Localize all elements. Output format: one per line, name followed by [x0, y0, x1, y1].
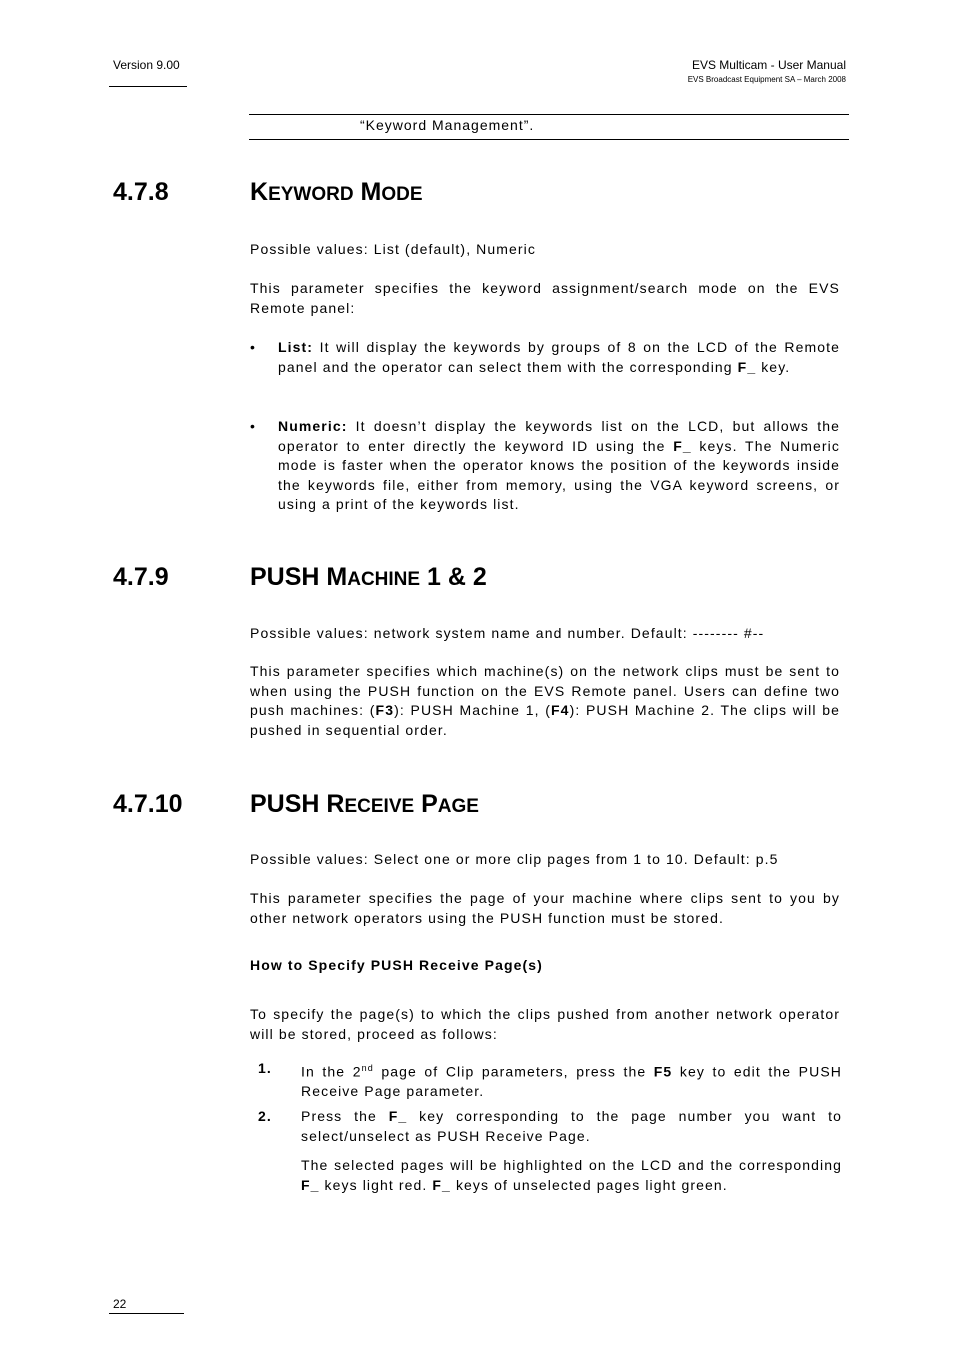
list-label: List:	[278, 339, 314, 355]
bullet-icon: •	[250, 418, 257, 434]
step-2: 2. Press the F_ key corresponding to the page number you want to select/unselect as PUSH Receive Page. The selected pages will be highlighted on the LCD and the corresponding F_ keys light red. F_ keys of unselected pages light green.	[258, 1107, 842, 1195]
section-number-479: 4.7.9	[113, 563, 169, 591]
page-number: 22	[113, 1297, 127, 1311]
keyword-mode-possible-values: Possible values: List (default), Numeric	[250, 241, 536, 257]
keyword-mode-description: This parameter specifies the keyword assignment/search mode on the EVS Remote panel:	[250, 280, 840, 316]
section-number-478: 4.7.8	[113, 178, 169, 206]
step-number: 1.	[258, 1060, 272, 1076]
section-title-push-receive-page: PUSH RECEIVE PAGE	[250, 790, 479, 818]
section-title-push-machine: PUSH MACHINE 1 & 2	[250, 563, 487, 591]
bullet-numeric-option: • Numeric: It doesn’t display the keywords list on the LCD, but allows the operator to enter directly the keyword ID using the F_ keys. The Numeric mode is faster when the operator knows the position of the keywords inside the keywords file, either from memory, using the VGA keyword screens, or using a print of the keywords list.	[250, 418, 840, 512]
how-to-subheading: How to Specify PUSH Receive Page(s)	[250, 957, 543, 973]
header-right	[688, 58, 846, 84]
continuation-text: “Keyword Management”.	[360, 117, 535, 133]
push-receive-possible-values: Possible values: Select one or more clip pages from 1 to 10. Default: p.5	[250, 851, 779, 867]
footer-rule	[109, 1313, 184, 1314]
push-machine-possible-values: Possible values: network system name and number. Default: -------- #--	[250, 625, 765, 641]
header-left-rule	[109, 86, 187, 87]
continuation-box	[249, 114, 849, 140]
section-title-keyword-mode: KEYWORD MODE	[250, 178, 423, 206]
push-machine-description: This parameter specifies which machine(s) on the network clips must be sent to when using the PUSH function on the EVS Remote panel. Users can define two push machines: (F3): PUSH Machine 1, (F4): PUSH Machine 2. The clips will be pushed in sequential order.	[250, 663, 840, 738]
step-2-note: The selected pages will be highlighted on the LCD and the corresponding F_ keys light red. F_ keys of unselected pages light green.	[301, 1157, 842, 1193]
header-subtitle: EVS Broadcast Equipment SA – March 2008	[687, 75, 846, 84]
header-title: EVS Multicam - User Manual	[691, 58, 846, 72]
bullet-list-option: • List: It will display the keywords by groups of 8 on the LCD of the Remote panel and the operator can select them with the corresponding F_ key.	[250, 339, 840, 375]
section-number-4710: 4.7.10	[113, 790, 183, 818]
header-version: Version 9.00	[113, 58, 180, 72]
step-number: 2.	[258, 1108, 272, 1124]
push-receive-description: This parameter specifies the page of your machine where clips sent to you by other network operators using the PUSH function must be stored.	[250, 890, 840, 926]
numeric-label: Numeric:	[278, 418, 348, 434]
step-1: 1. In the 2nd page of Clip parameters, press the F5 key to edit the PUSH Receive Page parameter.	[258, 1060, 842, 1100]
how-to-intro: To specify the page(s) to which the clips pushed from another network operator will be stored, proceed as follows:	[250, 1006, 840, 1042]
bullet-icon: •	[250, 339, 257, 355]
